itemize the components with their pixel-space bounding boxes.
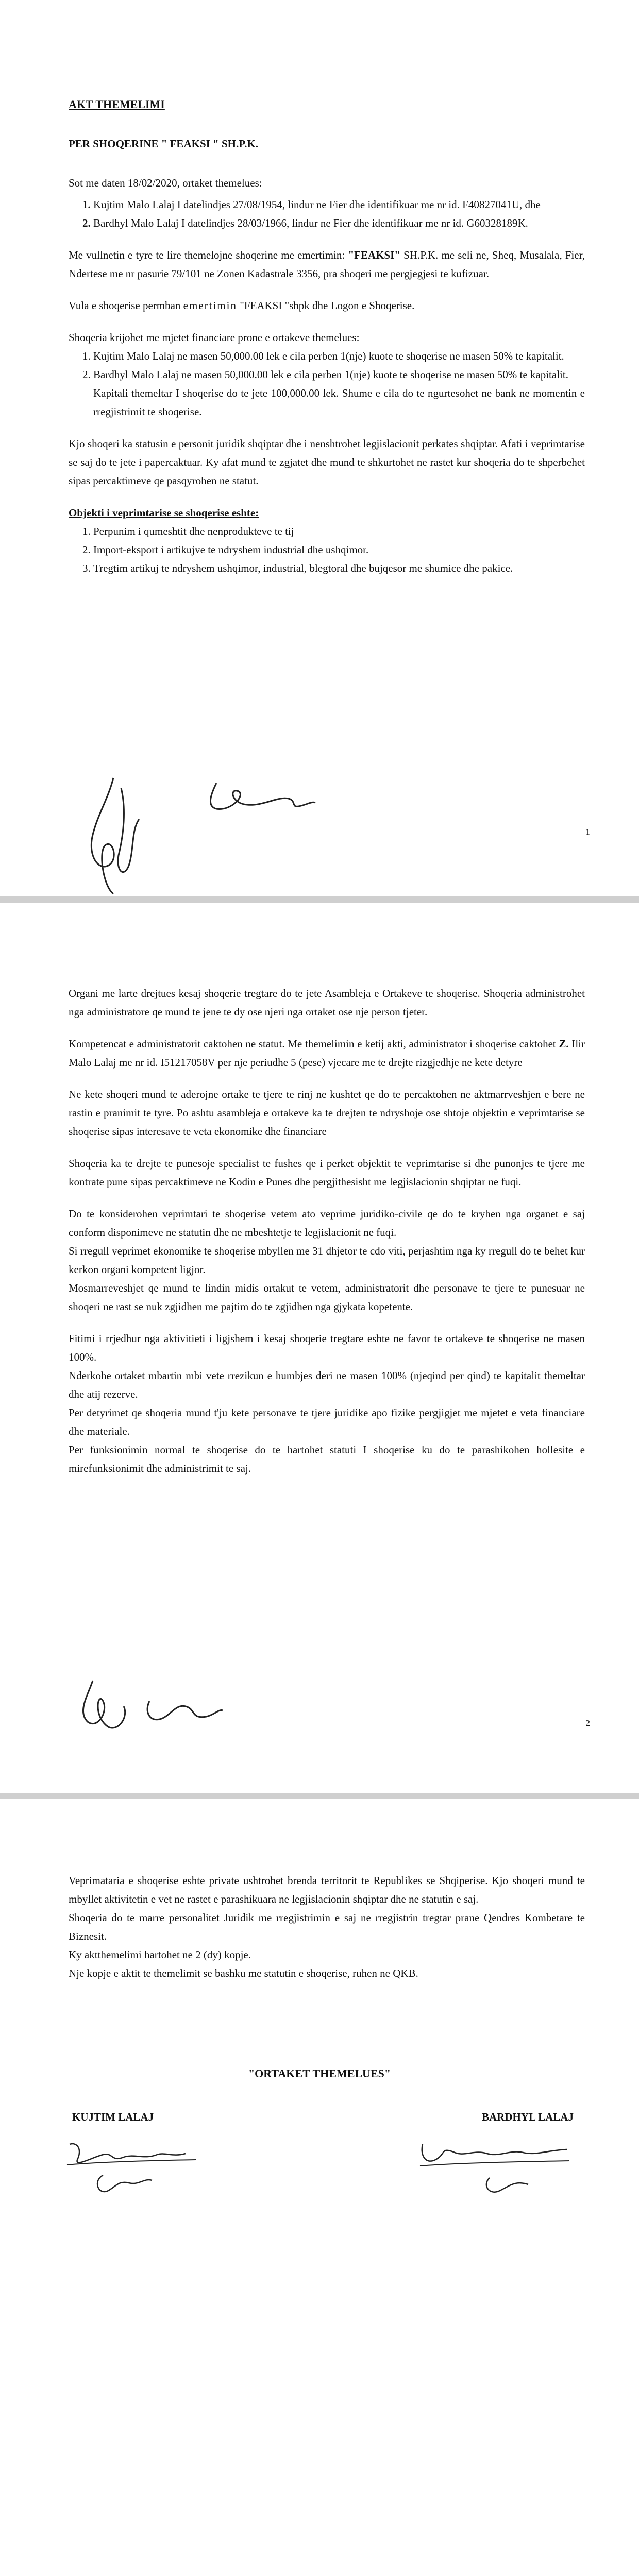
signature-scribble bbox=[62, 2129, 206, 2206]
rights-paragraph: Ne kete shoqeri mund te aderojne ortake te tjere te rinj ne kushtet qe do te percaktohen ne aktmarrveshjen e bere ne rastin e pranimit te tyre. Po ashtu asambleja e ortakeve ka te drejten te ndryshoje ose shtoje objektin e veprimtarise se shoqerise sipas interesave te veta ekonomike dhe financiare bbox=[69, 1088, 585, 1138]
document-title: AKT THEMELIMI bbox=[69, 98, 165, 111]
objective-item: 3. Tregtim artikuj te ndryshem ushqimor, industrial, blegtoral dhe bujqesor me shumice dhe pakice. bbox=[93, 559, 585, 578]
company-name: "FEAKSI" bbox=[348, 249, 400, 261]
document-page-2 bbox=[0, 903, 639, 1793]
founder-name-kujtim: KUJTIM LALAJ bbox=[72, 2111, 154, 2123]
founder-item: 1. Kujtim Malo Lalaj I datelindjes 27/08/1954, lindur ne Fier dhe identifikuar me nr id. F40827041U, dhe bbox=[93, 195, 585, 214]
founder-name-bardhyl: BARDHYL LALAJ bbox=[482, 2111, 574, 2123]
page-3-content bbox=[69, 1871, 585, 1982]
document-page-3 bbox=[0, 1799, 639, 2576]
capital-item: 2. Bardhyl Malo Lalaj ne masen 50,000.00 lek e cila perben 1(nje) kuote te shoqerise ne masen 50% te kapitalit. bbox=[93, 365, 585, 384]
page-number: 2 bbox=[585, 1718, 590, 1728]
signature-bardhyl bbox=[201, 778, 320, 822]
page-1-content bbox=[69, 95, 585, 578]
activity-block: Do te konsiderohen veprimtari te shoqerise vetem ato veprime juridiko-civile qe do te kryhen nga organet e saj conform disponimeve ne statutin dhe ne mbeshtetje te legjislacionit ne fuqi. Si rregull veprimet ekonomike te shoqerise mbyllen me 31 dhjetor te cdo viti, perjashtim nga ky rregull do te behet kur kerkon organi kompetent ligjor. Mosmarreveshjet qe mund te lindin midis ortakut te vetem, administratorit dhe personave te tjere te punesuar ne shoqeri ne rast se nuk zgjidhen me pajtim do te zgjidhen nga gjykata kopetente. bbox=[69, 1208, 585, 1313]
profit-block: Fitimi i rrjedhur nga aktivitieti i ligjshem i kesaj shoqerie tregtare eshte ne favor te ortakeve te shoqerise ne masen 100%. Nderkohe ortaket mbartin mbi vete rrezikun e humbjes deri ne masen 100% (njeqind per qind) te kapitalit themeltar dhe atij rezerve. Per detyrimet qe shoqeria mund t'ju kete personave te tjere juridike apo fizike pergjigjet me mjetet e veta financiare dhe materiale. Per funksionimin normal te shoqerise do te hartohet statuti I shoqerise ku do te parashikohen hollesite e mirefunksionimit dhe administrimit te saj. bbox=[69, 1332, 585, 1475]
objective-item: 2. Import-eksport i artikujve te ndryshem industrial dhe ushqimor. bbox=[93, 540, 585, 559]
organs-paragraph: Organi me larte drejtues kesaj shoqerie tregtare do te jete Asambleja e Ortakeve te shoqerise. Shoqeria administrohet nga administratore qe mund te jene te dy ose njeri nga ortaket ose nje person tjeter. bbox=[69, 987, 585, 1018]
page-2-content bbox=[69, 984, 585, 1478]
page-number: 1 bbox=[585, 827, 590, 837]
closing-block: Veprimataria e shoqerise eshte private ushtrohet brenda territorit te Republikes se Shqiperise. Kjo shoqeri mund te mbyllet aktivitetin e vet ne rastet e parashikuara ne legjislacionin shqiptar dhe ne statutin e saj. Shoqeria do te marre personalitet Juridik me rregjistrimin e saj ne rregjistrin tregtar prane Qendres Kombetare te Biznesit. Ky aktthemelimi hartohet ne 2 (dy) kopje. Nje kopje e aktit te themelimit se bashku me statutin e shoqerise, ruhen ne QKB. bbox=[69, 1874, 585, 1979]
seal-paragraph: Vula e shoqerise permban emertimin "FEAKSI "shpk dhe Logon e Shoqerise. bbox=[69, 299, 415, 312]
signature-pair bbox=[72, 1670, 227, 1740]
document-page-1 bbox=[0, 0, 639, 896]
objectives-list bbox=[69, 522, 585, 578]
intro-paragraph: Sot me daten 18/02/2020, ortaket themelues: bbox=[69, 177, 262, 189]
specialists-paragraph: Shoqeria ka te drejte te punesoje specialist te fushes qe i perket objektit te veprimtarise si dhe punonjes te tjere me kontrate pune sipas percaktimeve ne Kodin e Punes dhe pergjithesisht me legjislacionin shqiptar ne fuqi. bbox=[69, 1157, 585, 1188]
signature-scribble bbox=[72, 1670, 227, 1737]
signature-kujtim bbox=[62, 2129, 206, 2209]
signature-scribble bbox=[201, 778, 320, 819]
document-subtitle: PER SHOQERINE " FEAKSI " SH.P.K. bbox=[69, 138, 258, 150]
capital-item: 1. Kujtim Malo Lalaj ne masen 50,000.00 lek e cila perben 1(nje) kuote te shoqerise ne masen 50% te kapitalit. bbox=[93, 347, 585, 365]
signature-scribble bbox=[412, 2129, 577, 2206]
founders-heading: "ORTAKET THEMELUES" bbox=[248, 2067, 391, 2080]
founders-list bbox=[69, 195, 585, 232]
capital-intro: Shoqeria krijohet me mjetet financiare prone e ortakeve themelues: bbox=[69, 331, 360, 344]
founder-item: 2. Bardhyl Malo Lalaj I datelindjes 28/03/1966, lindur ne Fier dhe identifikuar me nr id. G60328189K. bbox=[93, 214, 585, 232]
signature-bardhyl bbox=[412, 2129, 577, 2209]
objective-item: 1. Perpunim i qumeshtit dhe nenprodukteve te tij bbox=[93, 522, 585, 540]
capital-total: Kapitali themeltar I shoqerise do te jete 100,000.00 lek. Shume e cila do te ngurtesohet ne bank ne momentin e rregjistrimit te shoqerise. bbox=[93, 387, 585, 418]
status-paragraph: Kjo shoqeri ka statusin e personit juridik shqiptar dhe i nenshtrohet legjislacionit perkates shqiptar. Afati i veprimtarise se saj do te jete i papercaktuar. Ky afat mund te zgjatet dhe mund te shkurtohet ne rastet kur shoqeria do te shperbehet sipas percaktimeve qe pasqyrohen ne statut. bbox=[69, 437, 585, 487]
signature-scribble bbox=[77, 768, 160, 896]
administrator-paragraph: Kompetencat e administratorit caktohen ne statut. Me themelimin e ketij akti, administrator i shoqerise caktohet Z. Ilir Malo Lalaj me nr id. I51217058V per nje periudhe 5 (pese) vjecare me te drejte rizgjedhje ne kete detyre bbox=[69, 1038, 585, 1069]
capital-list bbox=[69, 347, 585, 384]
objectives-heading: Objekti i veprimtarise se shoqerise eshte: bbox=[69, 506, 259, 519]
founding-will-paragraph: Me vullnetin e tyre te lire themelojne shoqerine me emertimin: "FEAKSI" SH.P.K. me seli ne, Sheq, Musalala, Fier, Ndertese me nr pasurie 79/101 ne Zonen Kadastrale 3356, pra shoqeri me pergjegjesi te kufizuar. bbox=[69, 249, 585, 280]
signature-kujtim bbox=[77, 768, 160, 896]
